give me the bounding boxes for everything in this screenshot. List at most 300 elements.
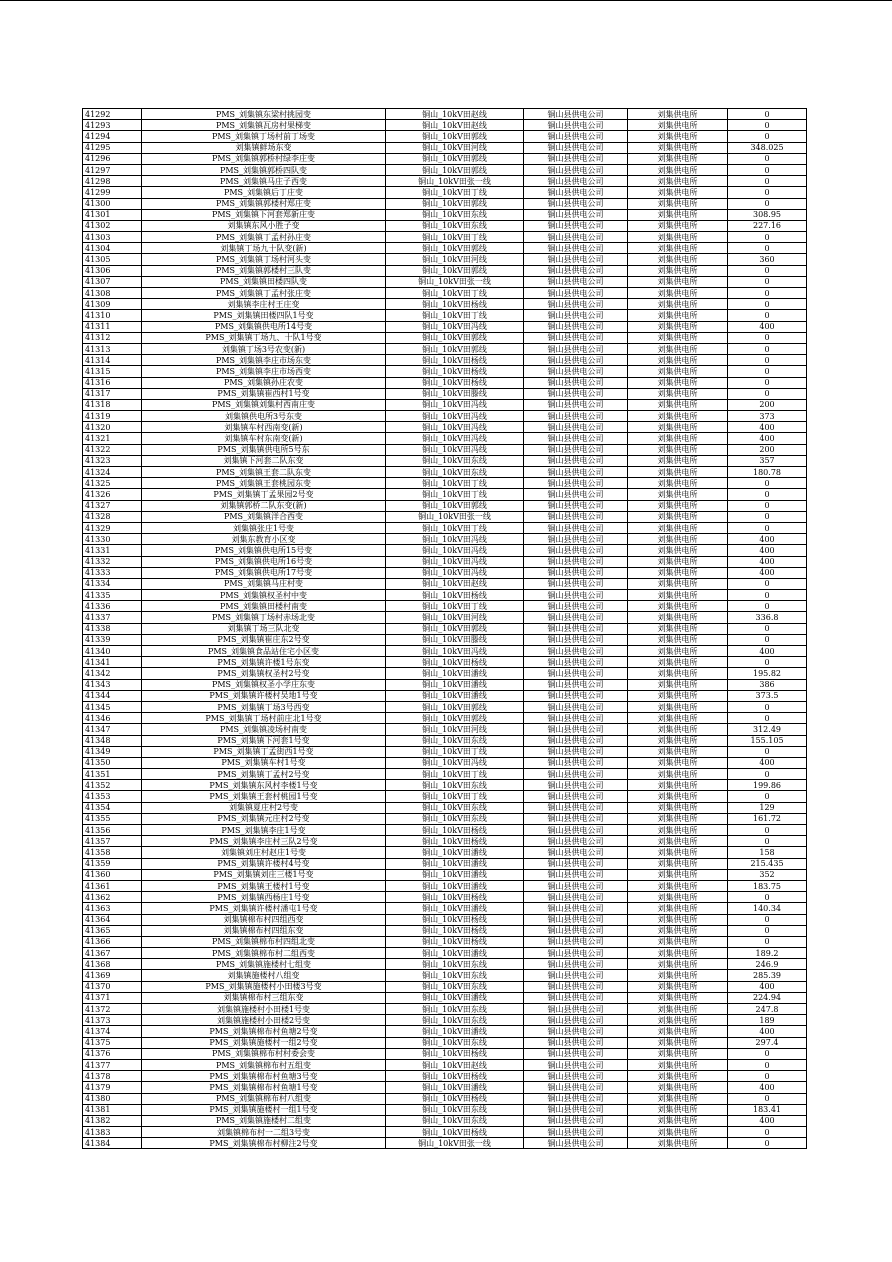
record-id-cell: 41366 — [83, 936, 142, 947]
company-cell: 铜山县供电公司 — [524, 1104, 628, 1115]
value-cell: 0 — [728, 366, 807, 377]
company-cell: 铜山县供电公司 — [524, 735, 628, 746]
feeder-line-cell: 铜山_10kV田冯线 — [386, 433, 524, 444]
station-cell: 刘集供电所 — [628, 131, 728, 142]
feeder-line-cell: 铜山_10kV田潘线 — [386, 847, 524, 858]
record-id-cell: 41374 — [83, 1026, 142, 1037]
company-cell: 铜山县供电公司 — [524, 936, 628, 947]
value-cell: 0 — [728, 914, 807, 925]
record-id-cell: 41329 — [83, 522, 142, 533]
record-id-cell: 41355 — [83, 813, 142, 824]
feeder-line-cell: 铜山_10kV田杨线 — [386, 936, 524, 947]
feeder-line-cell: 铜山_10kV田丁线 — [386, 791, 524, 802]
company-cell: 铜山县供电公司 — [524, 1026, 628, 1037]
transformer-name-cell: PMS_刘集镇供电所17号变 — [142, 567, 386, 578]
feeder-line-cell: 铜山_10kV田冯线 — [386, 411, 524, 422]
transformer-name-cell: PMS_刘集镇瓦房村果梯变 — [142, 120, 386, 131]
value-cell: 0 — [728, 746, 807, 757]
station-cell: 刘集供电所 — [628, 724, 728, 735]
feeder-line-cell: 铜山_10kV田郭线 — [386, 153, 524, 164]
feeder-line-cell: 铜山_10kV田丁线 — [386, 489, 524, 500]
value-cell: 0 — [728, 332, 807, 343]
station-cell: 刘集供电所 — [628, 858, 728, 869]
feeder-line-cell: 铜山_10kV田赵线 — [386, 120, 524, 131]
record-id-cell: 41309 — [83, 299, 142, 310]
table-row — [83, 880, 807, 891]
station-cell: 刘集供电所 — [628, 366, 728, 377]
table-row — [83, 265, 807, 276]
value-cell: 0 — [728, 153, 807, 164]
table-row — [83, 388, 807, 399]
table-row — [83, 455, 807, 466]
record-id-cell: 41363 — [83, 903, 142, 914]
feeder-line-cell: 铜山_10kV田冯线 — [386, 545, 524, 556]
value-cell: 0 — [728, 522, 807, 533]
feeder-line-cell: 铜山_10kV田丁线 — [386, 746, 524, 757]
company-cell: 铜山县供电公司 — [524, 444, 628, 455]
feeder-line-cell: 铜山_10kV田丁线 — [386, 187, 524, 198]
station-cell: 刘集供电所 — [628, 243, 728, 254]
value-cell: 0 — [728, 265, 807, 276]
feeder-line-cell: 铜山_10kV田东线 — [386, 1037, 524, 1048]
station-cell: 刘集供电所 — [628, 556, 728, 567]
company-cell: 铜山县供电公司 — [524, 802, 628, 813]
company-cell: 铜山县供电公司 — [524, 668, 628, 679]
table-row — [83, 164, 807, 175]
value-cell: 0 — [728, 892, 807, 903]
transformer-name-cell: PMS_刘集镇施楼村二组变 — [142, 1115, 386, 1126]
station-cell: 刘集供电所 — [628, 791, 728, 802]
station-cell: 刘集供电所 — [628, 276, 728, 287]
record-id-cell: 41337 — [83, 612, 142, 623]
company-cell: 铜山县供电公司 — [524, 679, 628, 690]
record-id-cell: 41310 — [83, 310, 142, 321]
record-id-cell: 41302 — [83, 220, 142, 231]
station-cell: 刘集供电所 — [628, 679, 728, 690]
feeder-line-cell: 铜山_10kV田郭线 — [386, 701, 524, 712]
table-row — [83, 1104, 807, 1115]
transformer-name-cell: PMS_刘集镇丁场村前庄北1号变 — [142, 713, 386, 724]
transformer-name-cell: PMS_刘集镇刘庄三楼1号变 — [142, 869, 386, 880]
transformer-name-cell: 刘集镇棉布村三组东变 — [142, 992, 386, 1003]
feeder-line-cell: 铜山_10kV田冯线 — [386, 321, 524, 332]
transformer-name-cell: PMS_刘集镇元庄村2号变 — [142, 813, 386, 824]
feeder-line-cell: 铜山_10kV田丁线 — [386, 288, 524, 299]
transformer-name-cell: PMS_刘集镇棉布村鱼塘3号变 — [142, 1071, 386, 1082]
station-cell: 刘集供电所 — [628, 567, 728, 578]
table-row — [83, 1004, 807, 1015]
transformer-name-cell: PMS_刘集镇施楼村一组2号变 — [142, 1037, 386, 1048]
company-cell: 铜山县供电公司 — [524, 254, 628, 265]
feeder-line-cell: 铜山_10kV田郭线 — [386, 243, 524, 254]
station-cell: 刘集供电所 — [628, 1004, 728, 1015]
table-row — [83, 981, 807, 992]
value-cell: 308.95 — [728, 209, 807, 220]
record-id-cell: 41372 — [83, 1004, 142, 1015]
company-cell: 铜山县供电公司 — [524, 299, 628, 310]
company-cell: 铜山县供电公司 — [524, 769, 628, 780]
station-cell: 刘集供电所 — [628, 780, 728, 791]
station-cell: 刘集供电所 — [628, 355, 728, 366]
station-cell: 刘集供电所 — [628, 1138, 728, 1149]
value-cell: 0 — [728, 769, 807, 780]
company-cell: 铜山县供电公司 — [524, 1071, 628, 1082]
table-row — [83, 858, 807, 869]
feeder-line-cell: 铜山_10kV田河线 — [386, 724, 524, 735]
feeder-line-cell: 铜山_10kV田滕线 — [386, 388, 524, 399]
company-cell: 铜山县供电公司 — [524, 757, 628, 768]
value-cell: 158 — [728, 847, 807, 858]
company-cell: 铜山县供电公司 — [524, 321, 628, 332]
station-cell: 刘集供电所 — [628, 1048, 728, 1059]
table-row — [83, 399, 807, 410]
transformer-name-cell: PMS_刘集镇王套二队东变 — [142, 467, 386, 478]
transformer-name-cell: PMS_刘集镇供电所16号变 — [142, 556, 386, 567]
transformer-name-cell: PMS_刘集镇洋合西变 — [142, 511, 386, 522]
record-id-cell: 41293 — [83, 120, 142, 131]
value-cell: 0 — [728, 176, 807, 187]
feeder-line-cell: 铜山_10kV田杨线 — [386, 892, 524, 903]
value-cell: 348.025 — [728, 142, 807, 153]
record-id-cell: 41336 — [83, 601, 142, 612]
table-row — [83, 220, 807, 231]
feeder-line-cell: 铜山_10kV田东线 — [386, 1104, 524, 1115]
company-cell: 铜山县供电公司 — [524, 455, 628, 466]
value-cell: 0 — [728, 310, 807, 321]
station-cell: 刘集供电所 — [628, 109, 728, 120]
station-cell: 刘集供电所 — [628, 634, 728, 645]
table-row — [83, 612, 807, 623]
feeder-line-cell: 铜山_10kV田河线 — [386, 142, 524, 153]
station-cell: 刘集供电所 — [628, 992, 728, 1003]
feeder-line-cell: 铜山_10kV田郭线 — [386, 198, 524, 209]
station-cell: 刘集供电所 — [628, 601, 728, 612]
feeder-line-cell: 铜山_10kV田丁线 — [386, 310, 524, 321]
company-cell: 铜山县供电公司 — [524, 825, 628, 836]
transformer-name-cell: PMS_刘集镇李庄市场西变 — [142, 366, 386, 377]
record-id-cell: 41315 — [83, 366, 142, 377]
station-cell: 刘集供电所 — [628, 478, 728, 489]
table-row — [83, 1059, 807, 1070]
value-cell: 0 — [728, 590, 807, 601]
table-row — [83, 142, 807, 153]
feeder-line-cell: 铜山_10kV田东线 — [386, 467, 524, 478]
transformer-name-cell: PMS_刘集镇丁场3号西变 — [142, 701, 386, 712]
transformer-name-cell: PMS_刘集镇田楼四队1号变 — [142, 310, 386, 321]
company-cell: 铜山县供电公司 — [524, 746, 628, 757]
record-id-cell: 41328 — [83, 511, 142, 522]
station-cell: 刘集供电所 — [628, 1082, 728, 1093]
station-cell: 刘集供电所 — [628, 623, 728, 634]
transformer-name-cell: PMS_刘集镇供电所15号变 — [142, 545, 386, 556]
company-cell: 铜山县供电公司 — [524, 657, 628, 668]
value-cell: 129 — [728, 802, 807, 813]
transformer-name-cell: 刘集镇张庄1号变 — [142, 522, 386, 533]
table-row — [83, 556, 807, 567]
table-row — [83, 433, 807, 444]
station-cell: 刘集供电所 — [628, 903, 728, 914]
record-id-cell: 41314 — [83, 355, 142, 366]
feeder-line-cell: 铜山_10kV田张一线 — [386, 276, 524, 287]
top-border-line — [0, 0, 892, 1]
value-cell: 0 — [728, 936, 807, 947]
company-cell: 铜山县供电公司 — [524, 590, 628, 601]
station-cell: 刘集供电所 — [628, 433, 728, 444]
company-cell: 铜山县供电公司 — [524, 869, 628, 880]
company-cell: 铜山县供电公司 — [524, 522, 628, 533]
record-id-cell: 41300 — [83, 198, 142, 209]
value-cell: 352 — [728, 869, 807, 880]
station-cell: 刘集供电所 — [628, 914, 728, 925]
station-cell: 刘集供电所 — [628, 769, 728, 780]
company-cell: 铜山县供电公司 — [524, 343, 628, 354]
record-id-cell: 41359 — [83, 858, 142, 869]
station-cell: 刘集供电所 — [628, 1071, 728, 1082]
feeder-line-cell: 铜山_10kV田潘线 — [386, 679, 524, 690]
record-id-cell: 41322 — [83, 444, 142, 455]
transformer-name-cell: PMS_刘集镇车村1号变 — [142, 757, 386, 768]
record-id-cell: 41304 — [83, 243, 142, 254]
record-id-cell: 41378 — [83, 1071, 142, 1082]
record-id-cell: 41299 — [83, 187, 142, 198]
transformer-name-cell: 刘集镇东风小胜子变 — [142, 220, 386, 231]
company-cell: 铜山县供电公司 — [524, 288, 628, 299]
record-id-cell: 41375 — [83, 1037, 142, 1048]
company-cell: 铜山县供电公司 — [524, 332, 628, 343]
transformer-name-cell: PMS_刘集镇下河套郑新庄变 — [142, 209, 386, 220]
table-row — [83, 578, 807, 589]
transformer-name-cell: PMS_刘集镇许楼村潘屯1号变 — [142, 903, 386, 914]
station-cell: 刘集供电所 — [628, 847, 728, 858]
company-cell: 铜山县供电公司 — [524, 1138, 628, 1149]
record-id-cell: 41297 — [83, 164, 142, 175]
company-cell: 铜山县供电公司 — [524, 903, 628, 914]
transformer-name-cell: PMS_刘集镇棉布村柳注2号变 — [142, 1138, 386, 1149]
value-cell: 400 — [728, 422, 807, 433]
transformer-name-cell: 刘集东教育小区变 — [142, 534, 386, 545]
feeder-line-cell: 铜山_10kV田东线 — [386, 970, 524, 981]
record-id-cell: 41362 — [83, 892, 142, 903]
feeder-line-cell: 铜山_10kV田杨线 — [386, 825, 524, 836]
station-cell: 刘集供电所 — [628, 534, 728, 545]
feeder-line-cell: 铜山_10kV田杨线 — [386, 914, 524, 925]
transformer-name-cell: 刘集镇施楼村小田楼2号变 — [142, 1015, 386, 1026]
company-cell: 铜山县供电公司 — [524, 1059, 628, 1070]
value-cell: 312.49 — [728, 724, 807, 735]
value-cell: 0 — [728, 1048, 807, 1059]
record-id-cell: 41320 — [83, 422, 142, 433]
table-row — [83, 366, 807, 377]
value-cell: 161.72 — [728, 813, 807, 824]
record-id-cell: 41306 — [83, 265, 142, 276]
value-cell: 0 — [728, 131, 807, 142]
record-id-cell: 41313 — [83, 343, 142, 354]
record-id-cell: 41316 — [83, 377, 142, 388]
station-cell: 刘集供电所 — [628, 1115, 728, 1126]
record-id-cell: 41346 — [83, 713, 142, 724]
transformer-name-cell: PMS_刘集镇供电所14号变 — [142, 321, 386, 332]
company-cell: 铜山县供电公司 — [524, 914, 628, 925]
station-cell: 刘集供电所 — [628, 299, 728, 310]
transformer-name-cell: PMS_刘集镇丁孟村张庄变 — [142, 288, 386, 299]
transformer-name-cell: 刘集镇李庄村王庄变 — [142, 299, 386, 310]
transformer-name-cell: PMS_刘集镇许楼1号东变 — [142, 657, 386, 668]
table-row — [83, 836, 807, 847]
company-cell: 铜山县供电公司 — [524, 310, 628, 321]
station-cell: 刘集供电所 — [628, 343, 728, 354]
record-id-cell: 41312 — [83, 332, 142, 343]
table-row — [83, 1127, 807, 1138]
record-id-cell: 41365 — [83, 925, 142, 936]
feeder-line-cell: 铜山_10kV田潘线 — [386, 1026, 524, 1037]
station-cell: 刘集供电所 — [628, 948, 728, 959]
table-row — [83, 735, 807, 746]
table-row — [83, 813, 807, 824]
station-cell: 刘集供电所 — [628, 646, 728, 657]
transformer-name-cell: PMS_刘集镇施楼村一组1号变 — [142, 1104, 386, 1115]
value-cell: 0 — [728, 377, 807, 388]
value-cell: 285.39 — [728, 970, 807, 981]
station-cell: 刘集供电所 — [628, 701, 728, 712]
table-row — [83, 1093, 807, 1104]
company-cell: 铜山县供电公司 — [524, 478, 628, 489]
record-id-cell: 41303 — [83, 232, 142, 243]
record-id-cell: 41364 — [83, 914, 142, 925]
company-cell: 铜山县供电公司 — [524, 567, 628, 578]
company-cell: 铜山县供电公司 — [524, 399, 628, 410]
feeder-line-cell: 铜山_10kV田赵线 — [386, 578, 524, 589]
record-id-cell: 41354 — [83, 802, 142, 813]
value-cell: 183.41 — [728, 1104, 807, 1115]
feeder-line-cell: 铜山_10kV田冯线 — [386, 556, 524, 567]
station-cell: 刘集供电所 — [628, 869, 728, 880]
table-row — [83, 467, 807, 478]
value-cell: 0 — [728, 500, 807, 511]
company-cell: 铜山县供电公司 — [524, 925, 628, 936]
feeder-line-cell: 铜山_10kV田潘线 — [386, 668, 524, 679]
value-cell: 0 — [728, 1138, 807, 1149]
transformer-name-cell: 刘集镇供电所3号东变 — [142, 411, 386, 422]
value-cell: 0 — [728, 343, 807, 354]
table-row — [83, 590, 807, 601]
station-cell: 刘集供电所 — [628, 1037, 728, 1048]
company-cell: 铜山县供电公司 — [524, 612, 628, 623]
station-cell: 刘集供电所 — [628, 959, 728, 970]
table-row — [83, 187, 807, 198]
station-cell: 刘集供电所 — [628, 176, 728, 187]
station-cell: 刘集供电所 — [628, 332, 728, 343]
value-cell: 227.16 — [728, 220, 807, 231]
station-cell: 刘集供电所 — [628, 198, 728, 209]
company-cell: 铜山县供电公司 — [524, 701, 628, 712]
company-cell: 铜山县供电公司 — [524, 690, 628, 701]
company-cell: 铜山县供电公司 — [524, 355, 628, 366]
station-cell: 刘集供电所 — [628, 288, 728, 299]
transformer-name-cell: PMS_刘集镇丁场村赤场北变 — [142, 612, 386, 623]
station-cell: 刘集供电所 — [628, 500, 728, 511]
feeder-line-cell: 铜山_10kV田东线 — [386, 455, 524, 466]
feeder-line-cell: 铜山_10kV田东线 — [386, 959, 524, 970]
value-cell: 297.4 — [728, 1037, 807, 1048]
value-cell: 189.2 — [728, 948, 807, 959]
feeder-line-cell: 铜山_10kV田杨线 — [386, 836, 524, 847]
table-row — [83, 153, 807, 164]
record-id-cell: 41338 — [83, 623, 142, 634]
value-cell: 400 — [728, 757, 807, 768]
feeder-line-cell: 铜山_10kV田东线 — [386, 813, 524, 824]
station-cell: 刘集供电所 — [628, 668, 728, 679]
station-cell: 刘集供电所 — [628, 511, 728, 522]
company-cell: 铜山县供电公司 — [524, 880, 628, 891]
table-row — [83, 936, 807, 947]
value-cell: 0 — [728, 187, 807, 198]
feeder-line-cell: 铜山_10kV田东线 — [386, 802, 524, 813]
station-cell: 刘集供电所 — [628, 590, 728, 601]
feeder-line-cell: 铜山_10kV田丁线 — [386, 769, 524, 780]
table-row — [83, 1015, 807, 1026]
transformer-name-cell: 刘集镇车村东南变(新) — [142, 433, 386, 444]
table-row — [83, 746, 807, 757]
record-id-cell: 41296 — [83, 153, 142, 164]
value-cell: 0 — [728, 601, 807, 612]
feeder-line-cell: 铜山_10kV田东线 — [386, 1015, 524, 1026]
transformer-name-cell: PMS_刘集镇食品站住宅小区变 — [142, 646, 386, 657]
feeder-line-cell: 铜山_10kV田东线 — [386, 981, 524, 992]
value-cell: 0 — [728, 388, 807, 399]
table-row — [83, 948, 807, 959]
company-cell: 铜山县供电公司 — [524, 187, 628, 198]
feeder-line-cell: 铜山_10kV田潘线 — [386, 869, 524, 880]
company-cell: 铜山县供电公司 — [524, 176, 628, 187]
company-cell: 铜山县供电公司 — [524, 120, 628, 131]
value-cell: 0 — [728, 713, 807, 724]
transformer-name-cell: PMS_刘集镇郭桥村绿李庄变 — [142, 153, 386, 164]
table-row — [83, 288, 807, 299]
transformer-name-cell: 刘集镇鲜场东变 — [142, 142, 386, 153]
record-id-cell: 41340 — [83, 646, 142, 657]
company-cell: 铜山县供电公司 — [524, 209, 628, 220]
feeder-line-cell: 铜山_10kV田丁线 — [386, 522, 524, 533]
company-cell: 铜山县供电公司 — [524, 970, 628, 981]
station-cell: 刘集供电所 — [628, 981, 728, 992]
company-cell: 铜山县供电公司 — [524, 948, 628, 959]
record-id-cell: 41382 — [83, 1115, 142, 1126]
value-cell: 0 — [728, 489, 807, 500]
table-row — [83, 825, 807, 836]
feeder-line-cell: 铜山_10kV田郭线 — [386, 623, 524, 634]
value-cell: 0 — [728, 657, 807, 668]
station-cell: 刘集供电所 — [628, 892, 728, 903]
company-cell: 铜山县供电公司 — [524, 992, 628, 1003]
record-id-cell: 41353 — [83, 791, 142, 802]
feeder-line-cell: 铜山_10kV田郭线 — [386, 164, 524, 175]
table-row — [83, 232, 807, 243]
transformer-name-cell: PMS_刘集镇权圣村中变 — [142, 590, 386, 601]
value-cell: 215.435 — [728, 858, 807, 869]
value-cell: 373.5 — [728, 690, 807, 701]
company-cell: 铜山县供电公司 — [524, 422, 628, 433]
record-id-cell: 41377 — [83, 1059, 142, 1070]
feeder-line-cell: 铜山_10kV田东线 — [386, 1115, 524, 1126]
feeder-line-cell: 铜山_10kV田冯线 — [386, 422, 524, 433]
company-cell: 铜山县供电公司 — [524, 601, 628, 612]
feeder-line-cell: 铜山_10kV田东线 — [386, 1004, 524, 1015]
value-cell: 0 — [728, 299, 807, 310]
value-cell: 0 — [728, 634, 807, 645]
transformer-name-cell: PMS_刘集镇棉布村四组北变 — [142, 936, 386, 947]
value-cell: 400 — [728, 1026, 807, 1037]
station-cell: 刘集供电所 — [628, 1104, 728, 1115]
